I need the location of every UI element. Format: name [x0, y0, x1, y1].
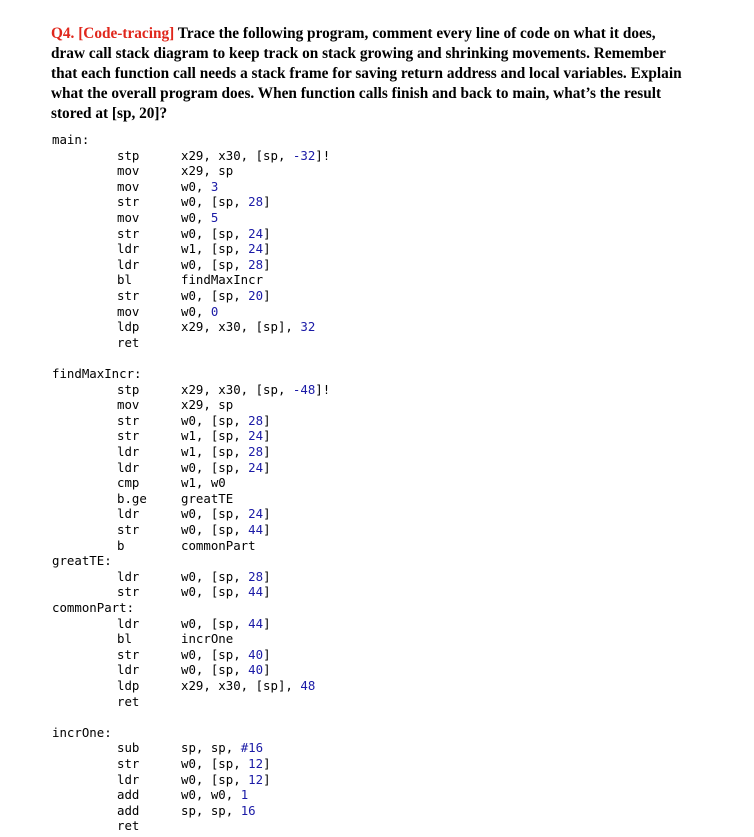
code-number: 24: [248, 241, 264, 257]
code-operand-text: ]: [263, 194, 271, 210]
code-operand-text: w0, [sp,: [181, 506, 249, 522]
code-operands: [181, 397, 233, 412]
code-operand-text: ]!: [315, 147, 331, 163]
code-operands: [181, 210, 218, 225]
code-mnemonic: str: [117, 428, 140, 444]
code-operands: [181, 241, 271, 256]
code-mnemonic: str: [117, 584, 140, 600]
code-operand-text: ]: [263, 756, 271, 771]
code-operand-text: ]: [263, 615, 271, 631]
code-operands: [181, 428, 271, 443]
code-number: 32: [300, 319, 316, 335]
code-number: 24: [248, 506, 264, 522]
code-operands: [181, 662, 271, 677]
code-number: 28: [248, 568, 264, 584]
code-number: 28: [248, 256, 264, 272]
code-number: 44: [248, 615, 264, 631]
code-operand-text: ]: [263, 241, 271, 257]
code-number: 12: [248, 756, 264, 771]
code-operand-text: incrOne: [181, 631, 234, 647]
code-mnemonic: stp: [117, 147, 140, 163]
code-operands: [181, 194, 271, 209]
code-operand-text: w1, [sp,: [181, 444, 249, 459]
code-operands: [181, 538, 256, 553]
code-operands: [181, 756, 271, 771]
code-operand-text: w0, [sp,: [181, 568, 249, 584]
code-operands: [181, 460, 271, 475]
code-mnemonic: ldp: [117, 319, 140, 335]
code-mnemonic: ldr: [117, 241, 140, 257]
code-operands: [181, 616, 271, 631]
question-text: [51, 24, 691, 124]
code-operand-text: w1, [sp,: [181, 241, 249, 257]
code-operands: [181, 740, 263, 755]
code-mnemonic: str: [117, 646, 140, 662]
code-label: main:: [52, 132, 90, 147]
code-number: -48: [292, 381, 316, 397]
code-operand-text: w0,: [181, 303, 211, 319]
code-mnemonic: ldp: [117, 678, 140, 693]
code-operand-text: w0, [sp,: [181, 194, 249, 210]
code-mnemonic: str: [117, 412, 140, 428]
code-operands: [181, 163, 233, 178]
code-operand-text: w0,: [181, 178, 211, 194]
code-operand-text: x29, sp: [181, 397, 234, 413]
code-operands: [181, 272, 263, 287]
code-mnemonic: str: [117, 756, 140, 771]
code-number: 5: [210, 210, 219, 225]
code-number: 44: [248, 584, 264, 600]
code-operand-text: sp, sp,: [181, 802, 241, 818]
code-mnemonic: str: [117, 522, 140, 537]
code-operand-text: w0, [sp,: [181, 615, 249, 631]
code-number: -32: [292, 147, 316, 163]
code-operand-text: x29, sp: [181, 163, 234, 179]
code-label: greatTE:: [52, 553, 112, 569]
code-mnemonic: ldr: [117, 459, 140, 475]
code-mnemonic: add: [117, 802, 140, 818]
code-operand-text: ]: [263, 428, 271, 444]
code-number: 16: [240, 802, 256, 818]
code-operand-text: ]: [263, 584, 271, 600]
code-operands: [181, 444, 271, 459]
code-operands: [181, 678, 315, 693]
code-operand-text: ]: [263, 444, 271, 459]
code-operand-text: x29, x30, [sp,: [181, 147, 293, 163]
code-operand-text: ]: [263, 506, 271, 522]
code-operand-text: w0, [sp,: [181, 412, 249, 428]
code-number: 40: [248, 646, 264, 662]
code-operand-text: ]: [263, 412, 271, 428]
code-operand-text: sp, sp,: [181, 740, 241, 756]
code-operand-text: w1, w0: [181, 475, 226, 491]
code-operand-text: findMaxIncr: [181, 272, 264, 288]
code-operands: [181, 226, 271, 241]
code-mnemonic: ret: [117, 334, 140, 350]
code-operand-text: ]: [263, 522, 271, 537]
code-mnemonic: ldr: [117, 662, 140, 678]
code-operand-text: greatTE: [181, 490, 234, 506]
code-mnemonic: stp: [117, 381, 140, 397]
code-number: 20: [248, 288, 264, 303]
code-label: findMaxIncr:: [52, 366, 142, 381]
code-operands: [181, 304, 218, 319]
code-mnemonic: ldr: [117, 568, 140, 584]
code-operands: [181, 382, 330, 397]
code-mnemonic: ldr: [117, 256, 140, 272]
code-mnemonic: str: [117, 288, 140, 303]
code-operand-text: w0, [sp,: [181, 522, 249, 537]
code-number: 24: [248, 428, 264, 444]
code-mnemonic: cmp: [117, 475, 140, 491]
code-operand-text: w0, w0,: [181, 787, 241, 803]
code-operand-text: w0, [sp,: [181, 771, 249, 787]
question-body: Trace the following program, comment every line of code on what it does, draw call stack diagram to keep track on stack growing and shrinking movements. Remember that each function call needs a stack frame for saving return address and local variables. Explain what the overall program does. When function calls finish and back to main, what’s the result stored at [sp, 20]?: [51, 25, 682, 122]
code-operands: [181, 647, 271, 662]
code-operand-text: w0, [sp,: [181, 662, 249, 678]
code-operand-text: ]: [263, 771, 271, 787]
code-number: 0: [210, 303, 219, 319]
code-mnemonic: mov: [117, 210, 140, 225]
code-operands: [181, 772, 271, 787]
code-mnemonic: ldr: [117, 444, 140, 459]
code-mnemonic: b: [117, 537, 125, 553]
code-mnemonic: ldr: [117, 615, 140, 631]
code-mnemonic: ret: [117, 818, 140, 834]
code-operand-text: w0, [sp,: [181, 756, 249, 771]
code-operand-text: ]: [263, 646, 271, 662]
code-operands: [181, 506, 271, 521]
code-number: 24: [248, 225, 264, 241]
code-operands: [181, 319, 315, 334]
code-operands: [181, 475, 226, 490]
code-mnemonic: bl: [117, 631, 132, 647]
code-number: 48: [300, 678, 316, 693]
code-operand-text: ]: [263, 288, 271, 303]
code-operands: [181, 569, 271, 584]
code-mnemonic: ldr: [117, 771, 140, 787]
code-operand-text: x29, x30, [sp,: [181, 381, 293, 397]
code-operands: [181, 491, 233, 506]
code-number: 12: [248, 771, 264, 787]
code-operands: [181, 257, 271, 272]
code-operands: [181, 288, 271, 303]
code-mnemonic: mov: [117, 163, 140, 179]
code-operand-text: w0, [sp,: [181, 459, 249, 475]
code-mnemonic: ret: [117, 693, 140, 709]
code-mnemonic: mov: [117, 303, 140, 319]
code-operand-text: ]: [263, 256, 271, 272]
code-operands: [181, 148, 330, 163]
code-number: #16: [240, 740, 264, 756]
code-mnemonic: mov: [117, 397, 140, 413]
code-operand-text: ]: [263, 225, 271, 241]
code-operand-text: w1, [sp,: [181, 428, 249, 444]
code-number: 28: [248, 194, 264, 210]
code-mnemonic: str: [117, 225, 140, 241]
code-operand-text: x29, x30, [sp],: [181, 678, 301, 693]
question-tag: Q4. [Code-tracing]: [51, 25, 175, 42]
code-operands: [181, 522, 271, 537]
code-operands: [181, 179, 218, 194]
code-operand-text: w0, [sp,: [181, 256, 249, 272]
code-label: commonPart:: [52, 600, 135, 615]
code-operand-text: ]: [263, 662, 271, 678]
code-mnemonic: mov: [117, 178, 140, 194]
code-mnemonic: str: [117, 194, 140, 210]
code-operands: [181, 413, 271, 428]
code-operands: [181, 631, 233, 646]
code-operands: [181, 803, 256, 818]
code-number: 28: [248, 412, 264, 428]
code-operand-text: w0, [sp,: [181, 584, 249, 600]
code-operand-text: x29, x30, [sp],: [181, 319, 301, 335]
code-number: 3: [210, 178, 219, 194]
code-label: incrOne:: [52, 724, 112, 740]
code-operands: [181, 787, 248, 802]
code-operand-text: w0,: [181, 210, 211, 225]
code-operand-text: w0, [sp,: [181, 646, 249, 662]
code-operands: [181, 584, 271, 599]
code-operand-text: ]: [263, 459, 271, 475]
code-operand-text: commonPart: [181, 537, 256, 553]
code-number: 1: [240, 787, 249, 803]
code-number: 44: [248, 522, 264, 537]
code-mnemonic: sub: [117, 740, 140, 756]
code-mnemonic: b.ge: [117, 490, 147, 506]
code-operand-text: ]: [263, 568, 271, 584]
code-mnemonic: ldr: [117, 506, 140, 522]
code-number: 40: [248, 662, 264, 678]
code-operand-text: w0, [sp,: [181, 288, 249, 303]
code-operand-text: w0, [sp,: [181, 225, 249, 241]
code-mnemonic: add: [117, 787, 140, 803]
code-operand-text: ]!: [315, 381, 331, 397]
code-number: 24: [248, 459, 264, 475]
code-number: 28: [248, 444, 264, 459]
code-mnemonic: bl: [117, 272, 132, 288]
